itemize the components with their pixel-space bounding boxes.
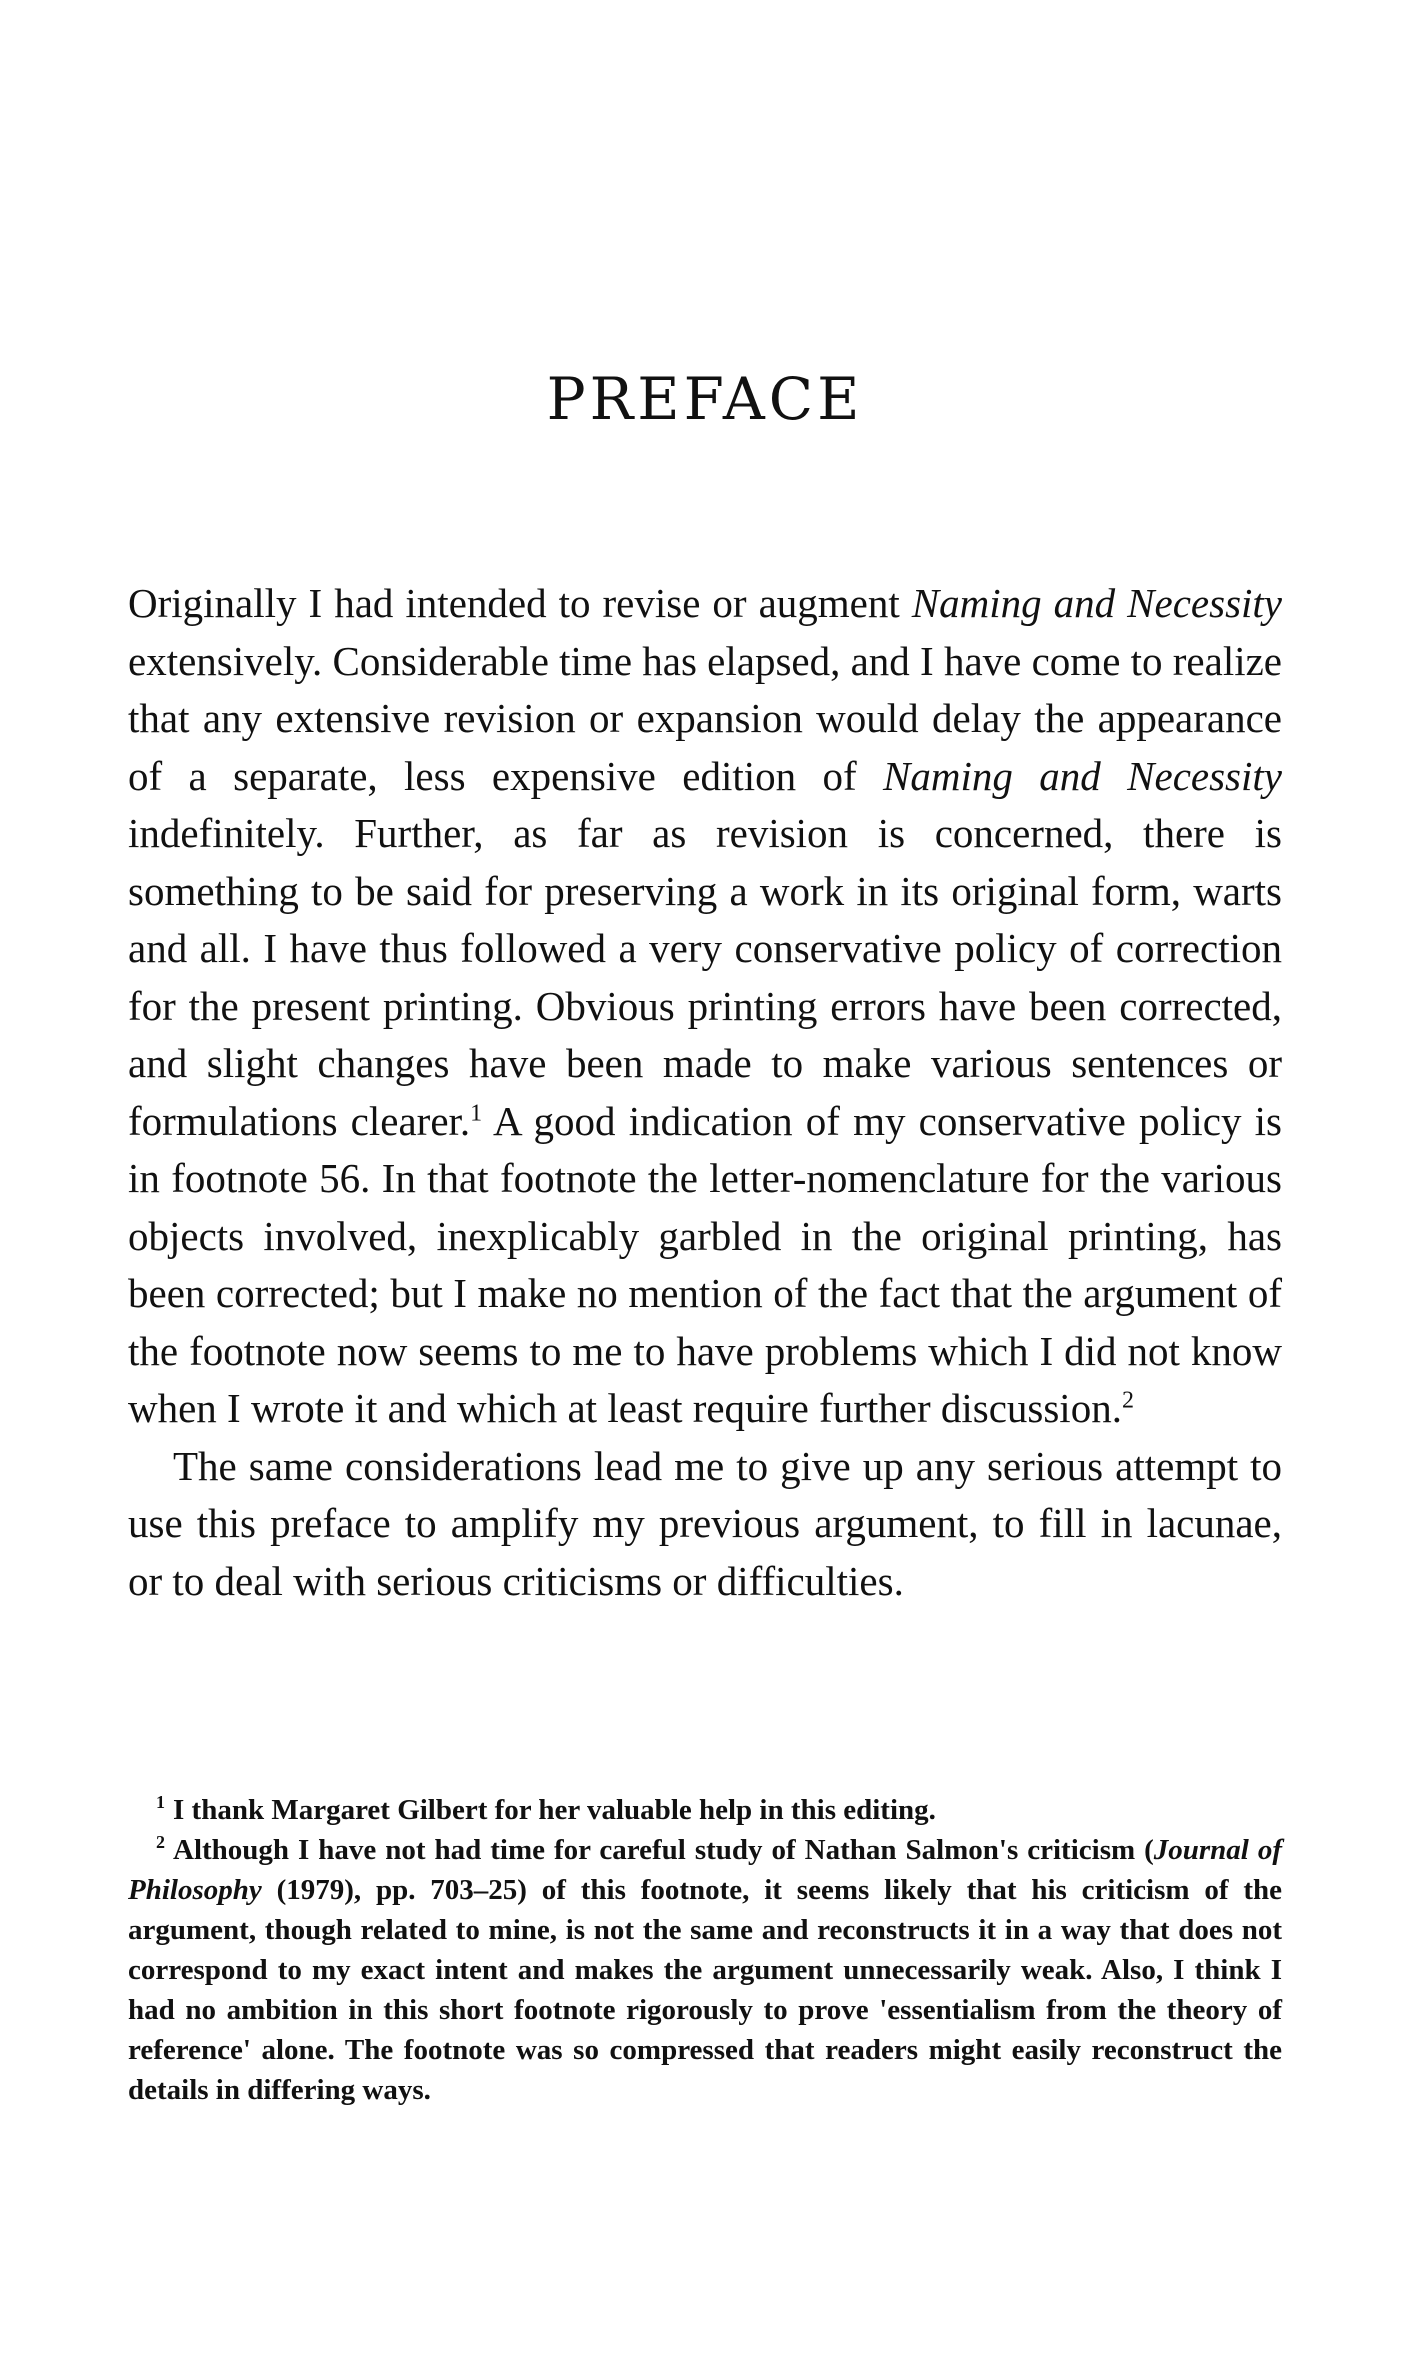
footnote-1-text: I thank Margaret Gilbert for her valuable help in this editing. xyxy=(173,1794,936,1826)
paragraph-1 xyxy=(128,575,1282,1438)
footnote-2-text-2: (1979), pp. 703–25) of this footnote, it seems likely that his criticism of the argument, though related to mine, is not the same and reconstructs it in a way that does not correspond to my exact intent and makes the argument unnecessarily weak. Also, I think I had no ambition in this short footnote rigorously to prove 'essentialism from the theory of reference' alone. The footnote was so compressed that readers might easily reconstruct the details in differing ways. xyxy=(128,1874,1282,2106)
footnote-ref-1[interactable]: 1 xyxy=(470,1099,483,1126)
main-text xyxy=(128,575,1282,1610)
footnote-2 xyxy=(128,1830,1282,2110)
footnote-ref-2[interactable]: 2 xyxy=(1121,1387,1134,1414)
p1-text-1: Originally I had intended to revise or augment xyxy=(128,580,912,626)
p1-text-4: A good indication of my conservative policy is in footnote 56. In that footnote the letter-nomenclature for the various objects involved, inexplicably garbled in the original printing, has been corrected; but I make no mention of the fact that the argument of the footnote now seems to me to have problems which I did not know when I wrote it and which at least require further discussion. xyxy=(128,1097,1282,1431)
footnote-1-marker: 1 xyxy=(156,1792,165,1813)
footnote-2-text-1: Although I have not had time for careful study of Nathan Salmon's criticism ( xyxy=(173,1834,1154,1866)
p1-text-3: indefinitely. Further, as far as revision is concerned, there is something to be said for preserving a work in its original form, warts and all. I have thus followed a very conservative policy of correction for the present printing. Obvious printing errors have been corrected, and slight changes have been made to make various sentences or formulations clearer. xyxy=(128,810,1282,1144)
book-title-italic: Naming and Necessity xyxy=(883,752,1282,799)
footnote-1 xyxy=(128,1790,1282,1830)
page-title: PREFACE xyxy=(546,365,864,433)
paragraph-2: The same considerations lead me to give up any serious attempt to use this preface to amplify my previous argument, to fill in lacunae, or to deal with serious criticisms or difficulties. xyxy=(128,1442,1282,1604)
book-title-italic: Naming and Necessity xyxy=(911,580,1283,626)
footnote-2-marker: 2 xyxy=(156,1832,165,1853)
book-page xyxy=(128,0,1282,2363)
footnotes xyxy=(128,1790,1282,2110)
p1-text-2: extensively. Considerable time has elapsed, and I have come to realize that any extensive revision or expansion would delay the appearance of a separate, less expensive edition of xyxy=(128,637,1283,799)
journal-title-italic: Journal of Philosophy xyxy=(128,1834,1282,1906)
